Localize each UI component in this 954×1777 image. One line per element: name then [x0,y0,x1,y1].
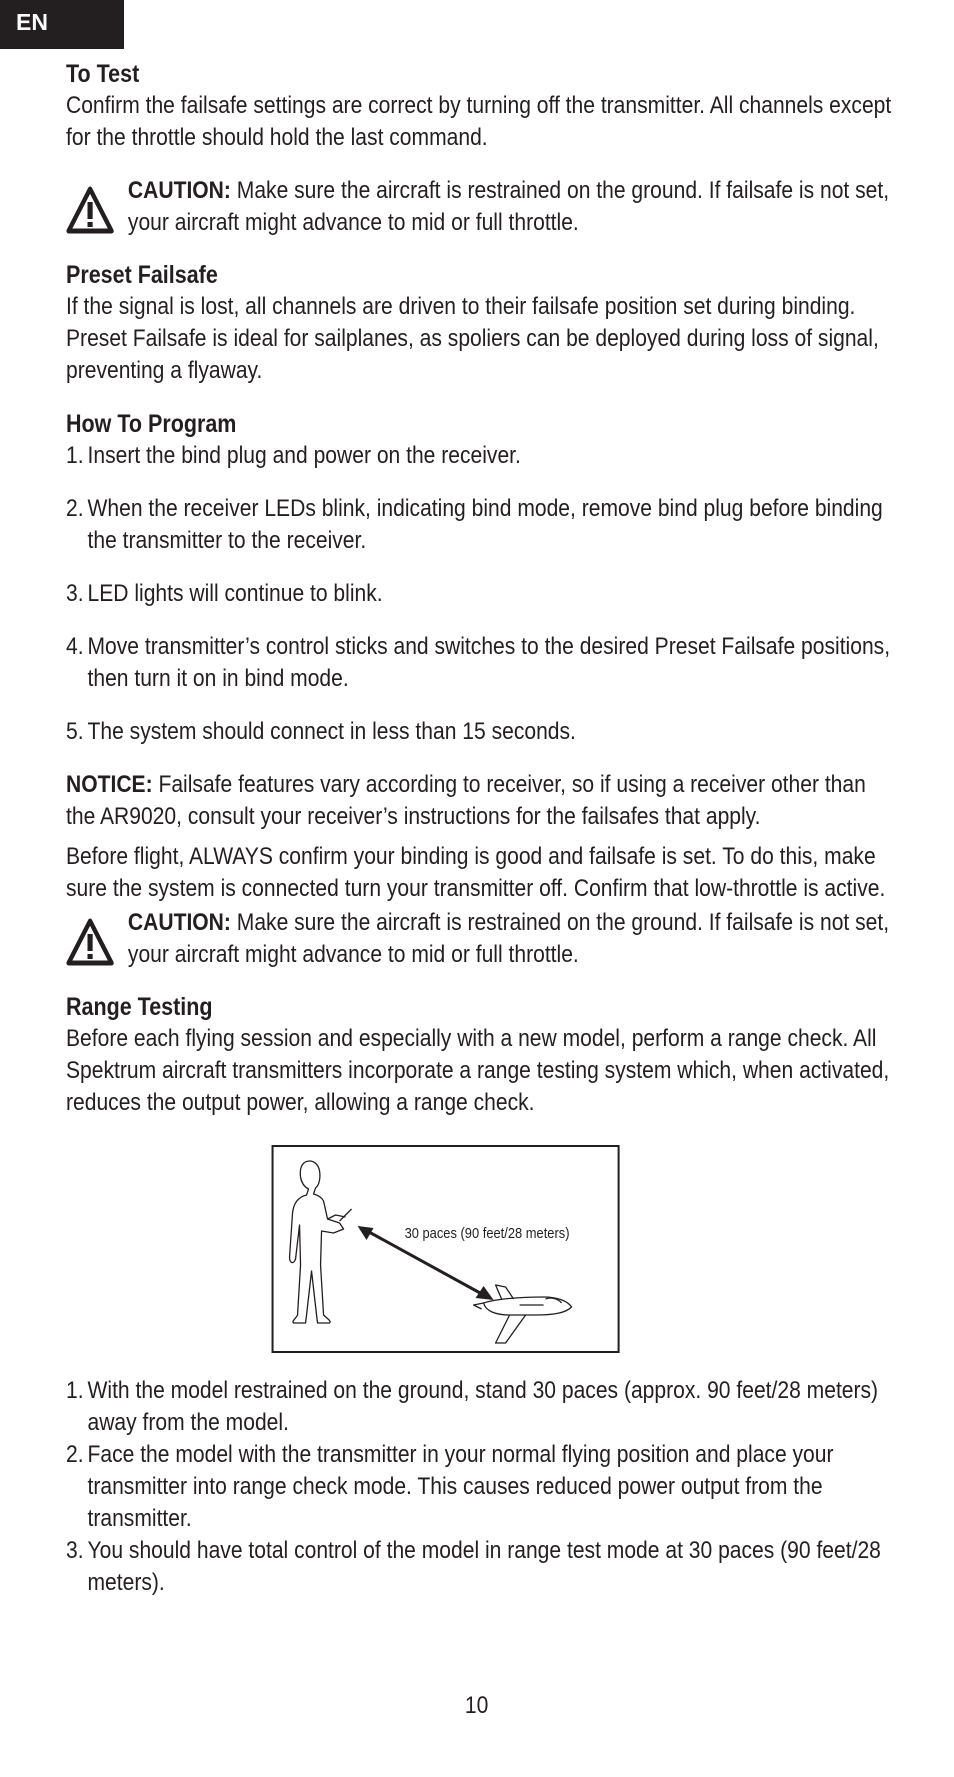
caution-label: CAUTION: [127,909,231,936]
notice-text: Failsafe features vary according to receiver, so if using a receiver other than the AR9020, consult your receiver’s instructions for the failsafes that apply. [66,771,866,830]
preset-failsafe-heading: Preset Failsafe [66,261,218,289]
caution-message: Make sure the aircraft is restrained on the ground. If failsafe is not set, your aircraft might advance to mid or full throttle. [127,177,890,236]
list-item [66,493,896,557]
warning-triangle-icon [66,185,114,235]
step-number: 1. [66,1377,84,1404]
range-testing-heading: Range Testing [66,993,213,1021]
warning-triangle-icon [66,917,114,967]
caution-block [66,907,896,971]
how-to-program-heading: How To Program [66,410,237,438]
notice-label: NOTICE: [66,771,153,798]
step-text: When the receiver LEDs blink, indicating bind mode, remove bind plug before binding the transmitter to the receiver. [87,495,883,554]
step-number: 3. [66,580,84,607]
step-text: LED lights will continue to blink. [87,580,383,607]
step-number: 5. [66,718,84,745]
caution-text [128,907,896,971]
step-number: 2. [66,1441,84,1468]
list-item [66,578,896,610]
step-text: You should have total control of the model in range test mode at 30 paces (90 feet/28 meters). [87,1537,881,1596]
list-item [66,1439,896,1535]
program-steps [66,440,896,748]
step-text: With the model restrained on the ground, stand 30 paces (approx. 90 feet/28 meters) away from the model. [87,1377,879,1436]
list-item [66,1535,896,1599]
range-testing-body: Before each flying session and especially with a new model, perform a range check. All Spektrum aircraft transmitters incorporate a range testing system which, when activated, reduces the output power, allowing a range check. [66,1025,890,1116]
step-text: The system should connect in less than 15 seconds. [87,718,576,745]
step-number: 2. [66,495,84,522]
language-label: EN [16,9,48,35]
caution-message: Make sure the aircraft is restrained on the ground. If failsafe is not set, your aircraft might advance to mid or full throttle. [127,909,890,968]
caution-block [66,175,896,239]
step-number: 3. [66,1537,84,1564]
range-test-steps [66,1375,896,1599]
to-test-body: Confirm the failsafe settings are correct by turning off the transmitter. All channels except for the throttle should hold the last command. [66,92,892,151]
before-flight-paragraph: Before flight, ALWAYS confirm your binding is good and failsafe is set. To do this, make sure the system is connected turn your transmitter off. Confirm that low-throttle is active. [66,843,886,902]
preset-failsafe-body: If the signal is lost, all channels are driven to their failsafe position set during binding. Preset Failsafe is ideal for sailplanes, as spoliers can be deployed during loss of signal, preventing a flyaway. [66,293,879,384]
page-number [0,1690,954,1722]
figure-distance-label: 30 paces (90 feet/28 meters) [404,1225,570,1242]
list-item [66,440,896,472]
step-number: 1. [66,442,84,469]
range-check-illustration [274,1147,618,1351]
to-test-heading: To Test [66,60,140,88]
step-text: Face the model with the transmitter in your normal flying position and place your transmitter into range check mode. This causes reduced power output from the transmitter. [87,1441,834,1532]
notice-paragraph [66,769,896,833]
page-content [66,58,896,1599]
list-item [66,631,896,695]
page-number-text: 10 [465,1692,489,1719]
caution-label: CAUTION: [127,177,231,204]
list-item [66,716,896,748]
step-text: Move transmitter’s control sticks and switches to the desired Preset Failsafe positions, then turn it on in bind mode. [87,633,891,692]
language-tab [0,0,124,49]
step-number: 4. [66,633,84,660]
person-with-transmitter-icon [290,1161,352,1323]
list-item [66,1375,896,1439]
step-text: Insert the bind plug and power on the receiver. [87,442,521,469]
range-check-figure [272,1145,620,1353]
caution-text [128,175,896,239]
